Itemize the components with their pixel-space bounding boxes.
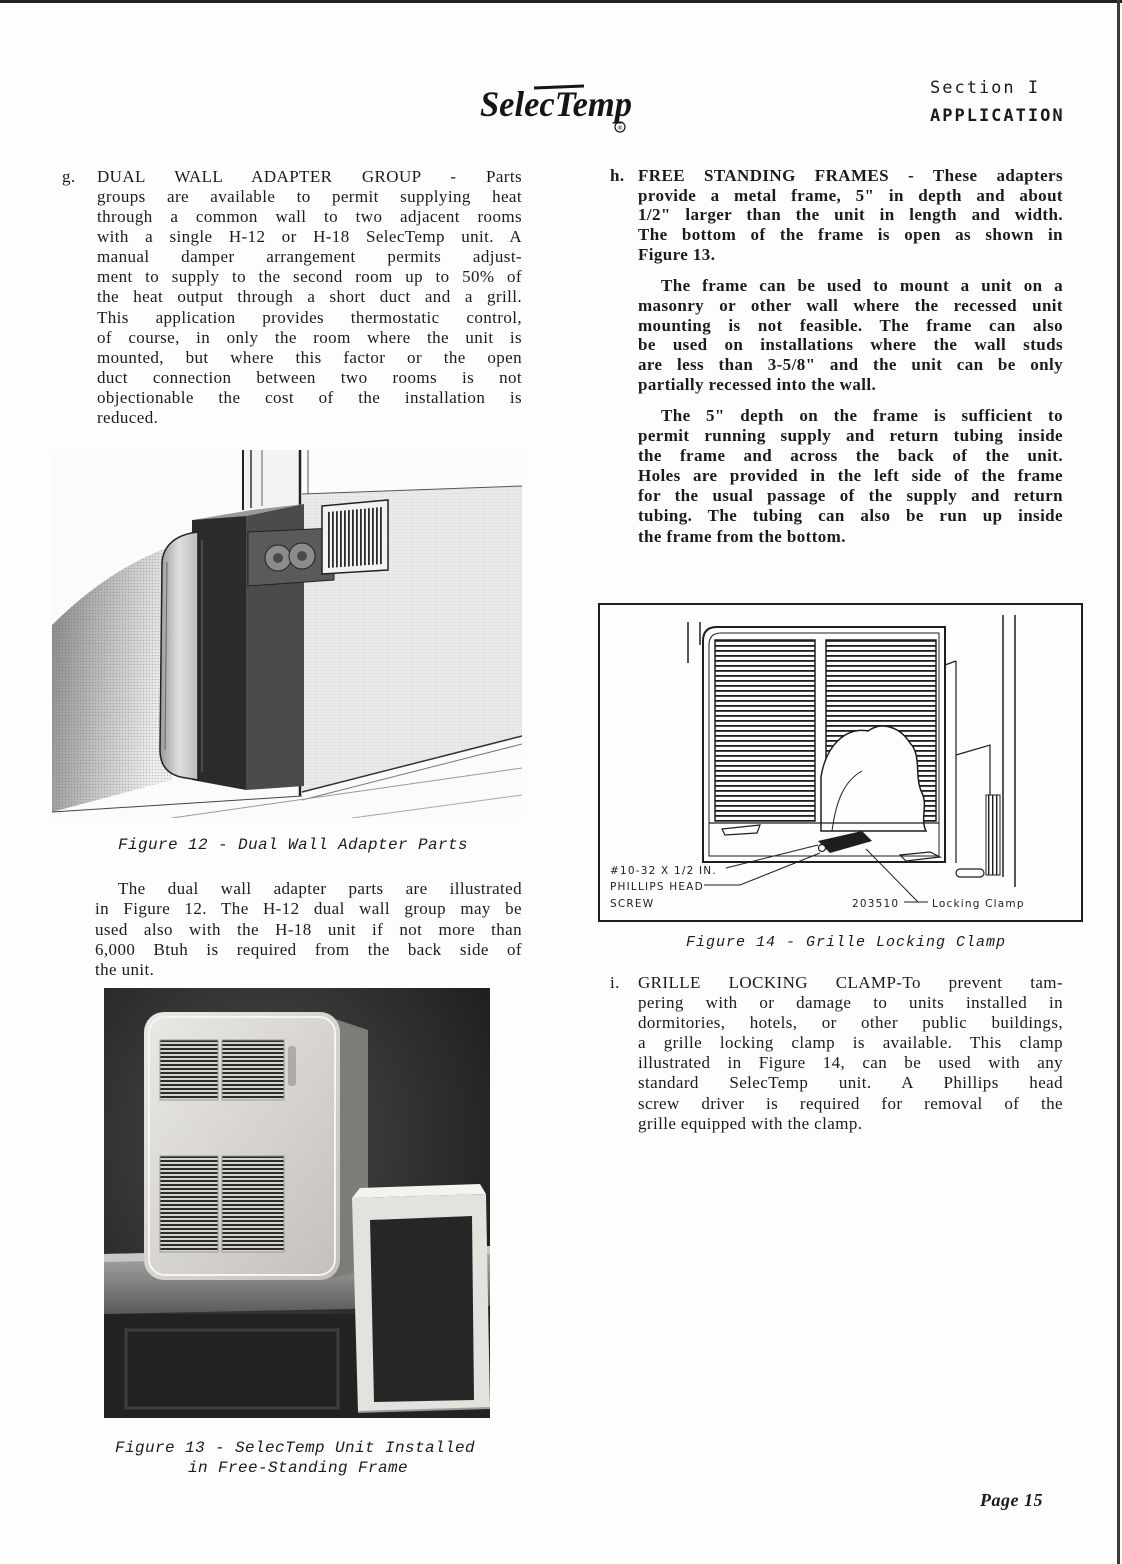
- paragraph-line: The frame can be used to mount a unit on a: [661, 276, 1063, 295]
- figure-13-caption-line: Figure 13 - SelecTemp Unit Installed: [115, 1439, 476, 1457]
- free-standing-frame: [352, 1184, 490, 1412]
- selectemp-unit: [144, 1012, 368, 1280]
- paragraph-line: FREE STANDING FRAMES - These adapters: [638, 166, 1063, 185]
- paragraph-line: The 5" depth on the frame is sufficient to: [661, 406, 1063, 425]
- paragraph-line: This application provides thermostatic control,: [97, 307, 522, 327]
- paragraph-line: partially recessed into the wall.: [638, 374, 877, 394]
- figure-14-caption: Figure 14 - Grille Locking Clamp: [686, 934, 1007, 951]
- paragraph-line: through a common wall to two adjacent rooms: [97, 207, 522, 227]
- paragraph-line: are less than 3-5/8" and the unit can be only: [638, 355, 1063, 375]
- paragraph-line: mounted, but where this factor or the open: [97, 347, 522, 367]
- wall-studs: [242, 450, 308, 510]
- logo-wordmark: SelecTemp: [480, 84, 632, 124]
- paragraph-line: the frame from the bottom.: [638, 526, 846, 546]
- logo-swash: [534, 86, 584, 88]
- paragraph-line: ment to supply to the second room up to 50% of: [97, 267, 522, 287]
- figure-12-dual-wall-adapter-illustration: [52, 450, 522, 818]
- logo-registered-mark: ®: [617, 125, 623, 132]
- paragraph-line: groups are available to permit supplying heat: [97, 187, 522, 207]
- paragraph-line: grille equipped with the clamp.: [638, 1113, 863, 1133]
- selectemp-logo: [472, 74, 648, 136]
- connecting-duct: [248, 528, 334, 586]
- paragraph-line: 6,000 Btuh is required from the back side of: [95, 939, 522, 959]
- paragraph-line: Figure 13.: [638, 244, 716, 264]
- paragraph-line: used also with the H-18 unit if not more than: [95, 919, 522, 939]
- paragraph-line: the unit.: [95, 960, 155, 980]
- paragraph-line: 1/2" larger than the unit in length and width.: [638, 205, 1063, 225]
- scan-border-top: [0, 0, 1122, 3]
- paragraph-line: provide a metal frame, 5" in depth and about: [638, 185, 1063, 205]
- item-label-i: i.: [610, 973, 620, 992]
- locking-clamp: [818, 831, 872, 853]
- scan-border-right: [1117, 0, 1120, 1564]
- paragraph-line: reduced.: [97, 407, 159, 427]
- paragraph-line: tubing. The tubing can also be run up inside: [638, 506, 1063, 526]
- grille-locking-clamp-paragraph: [638, 973, 1063, 1134]
- free-standing-frames-paragraph: [638, 166, 1063, 265]
- paragraph-line: DUAL WALL ADAPTER GROUP - Parts: [97, 167, 522, 186]
- screw-callout-line: SCREW: [610, 898, 655, 910]
- dual-wall-parts-paragraph: [95, 879, 522, 980]
- paragraph-line: manual damper arrangement permits adjust-: [97, 247, 522, 267]
- paragraph-line: Holes are provided in the left side of the frame: [638, 466, 1063, 486]
- paragraph-line: standard SelecTemp unit. A Phillips head: [638, 1073, 1063, 1093]
- page-number: Page 15: [980, 1490, 1043, 1510]
- paragraph-line: duct connection between two rooms is not: [97, 367, 522, 387]
- locking-clamp-callout: Locking Clamp: [932, 898, 1025, 910]
- item-label-h: h.: [610, 166, 625, 185]
- paragraph-line: GRILLE LOCKING CLAMP-To prevent tam-: [638, 973, 1063, 992]
- figure-14-frame: [598, 603, 1083, 922]
- frame-usage-paragraph: [638, 276, 1063, 395]
- section-number: Section I: [930, 78, 1041, 98]
- frame-depth-paragraph: [638, 406, 1063, 547]
- paragraph-line: be used on installations where the wall studs: [638, 335, 1063, 355]
- figure-13-caption-line: in Free-Standing Frame: [188, 1459, 409, 1477]
- figure-14-grille-drawing: [600, 605, 1081, 920]
- paragraph-line: with a single H-12 or H-18 SelecTemp unit. A: [97, 227, 522, 247]
- paragraph-line: mounting is not feasible. The frame can also: [638, 315, 1063, 335]
- paragraph-line: masonry or other wall where the recessed unit: [638, 295, 1063, 315]
- paragraph-line: dormitories, hotels, or other public buildings,: [638, 1013, 1063, 1033]
- paragraph-line: pering with or damage to units installed in: [638, 993, 1063, 1013]
- paragraph-line: a grille locking clamp is available. This clamp: [638, 1033, 1063, 1053]
- paragraph-line: the heat output through a short duct and a grill.: [97, 287, 522, 307]
- callout-leaders: [704, 845, 928, 902]
- paragraph-line: permit running supply and return tubing inside: [638, 426, 1063, 446]
- wall-grill: [322, 500, 388, 574]
- paragraph-line: The bottom of the frame is open as shown in: [638, 225, 1063, 245]
- screw-callout-line: PHILLIPS HEAD: [610, 881, 704, 893]
- paragraph-line: The dual wall adapter parts are illustrated: [118, 879, 522, 898]
- dual-wall-adapter-group-paragraph: [97, 167, 522, 428]
- paragraph-line: objectionable the cost of the installation is: [97, 387, 522, 407]
- paragraph-line: the frame and across the back of the unit.: [638, 446, 1063, 466]
- part-number-callout: 203510: [852, 898, 900, 910]
- paragraph-line: for the usual passage of the supply and return: [638, 486, 1063, 506]
- side-vent-louvers: [986, 795, 1000, 875]
- paragraph-line: screw driver is required for removal of the: [638, 1093, 1063, 1113]
- paragraph-line: in Figure 12. The H-12 dual wall group may be: [95, 899, 522, 919]
- item-label-g: g.: [62, 167, 76, 186]
- section-title: APPLICATION: [930, 106, 1065, 126]
- paragraph-line: of course, in only the room where the unit is: [97, 327, 522, 347]
- paragraph-line: illustrated in Figure 14, can be used with any: [638, 1053, 1063, 1073]
- screw-callout-line: #10-32 X 1/2 IN.: [610, 865, 717, 877]
- figure-12-caption: Figure 12 - Dual Wall Adapter Parts: [118, 836, 469, 854]
- figure-13-photo: [104, 988, 490, 1418]
